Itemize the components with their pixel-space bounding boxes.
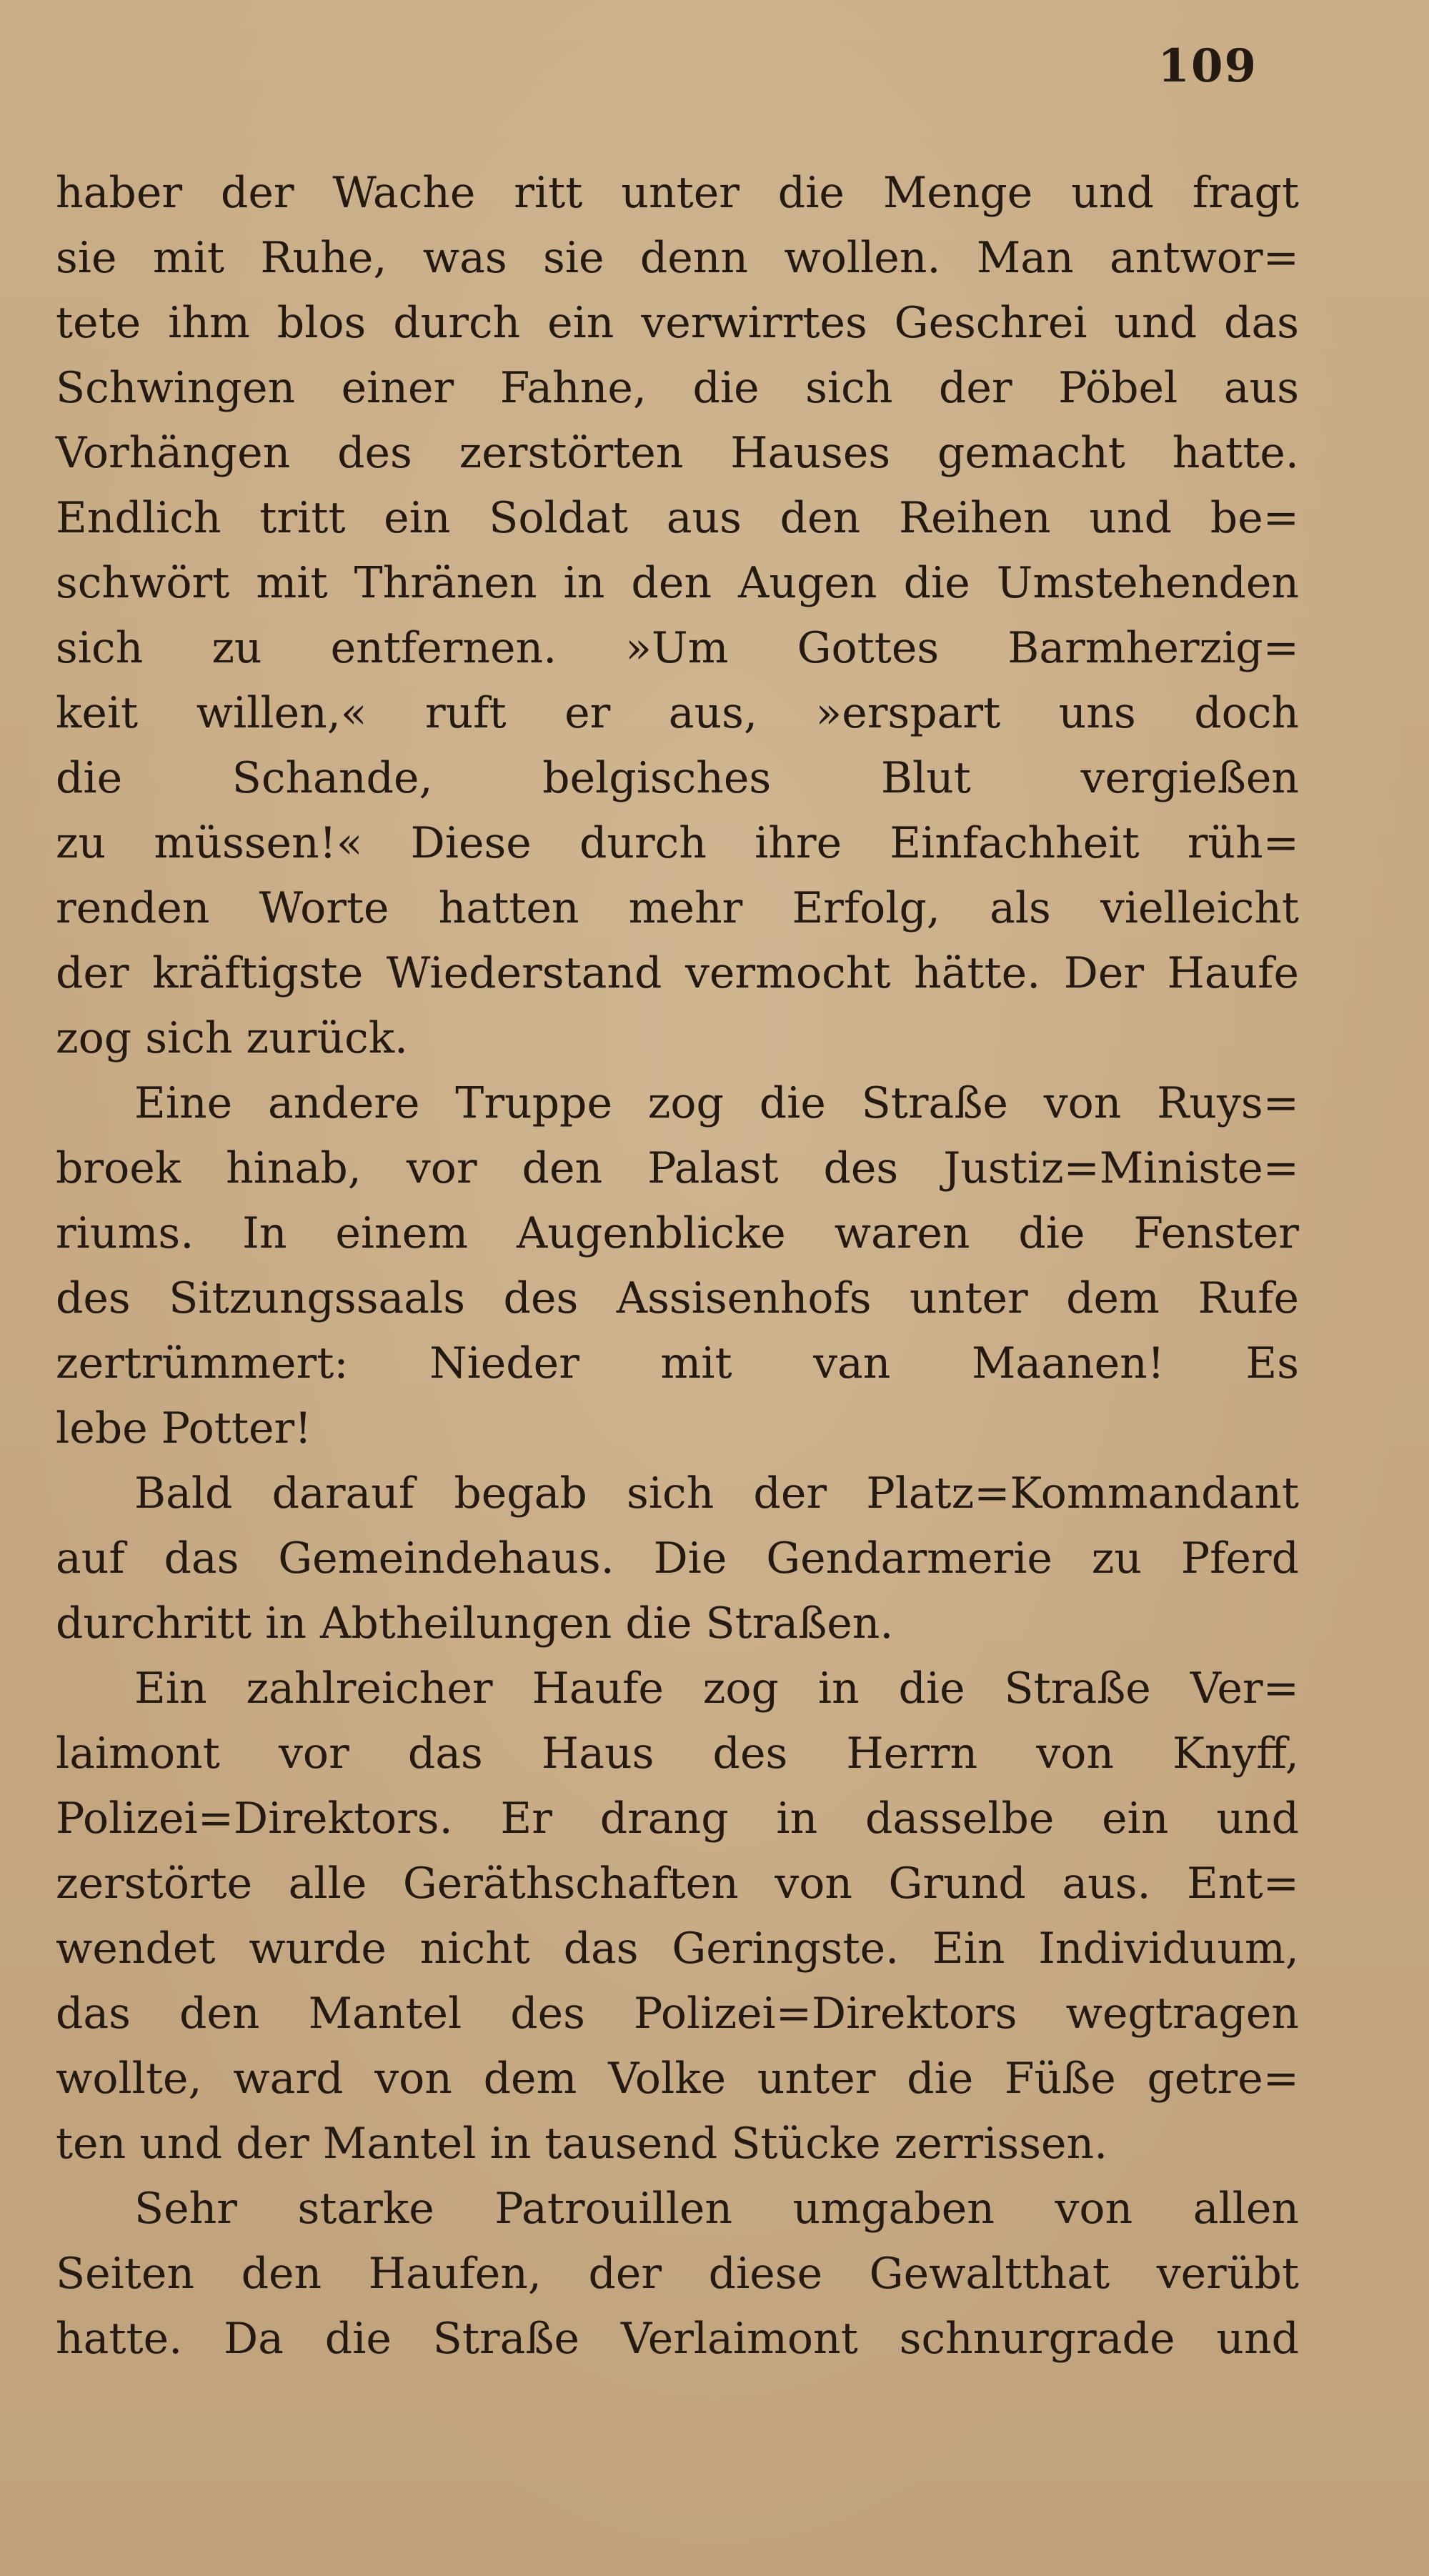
body-text (56, 161, 1299, 2372)
text-line: die Schande, belgisches Blut vergießen (56, 753, 1299, 803)
text-line: zu müssen!« Diese durch ihre Einfachheit rüh= (56, 818, 1299, 868)
text-line: des Sitzungssaals des Assisenhofs unter dem Rufe (56, 1273, 1299, 1323)
paragraph-start-line: Bald darauf begab sich der Platz=Kommandant (134, 1468, 1299, 1518)
text-line: sich zu entfernen. »Um Gottes Barmherzig= (56, 623, 1299, 673)
text-line: Vorhängen des zerstörten Hauses gemacht hatte. (56, 428, 1299, 478)
text-line: wendet wurde nicht das Geringste. Ein Individuum, (56, 1924, 1299, 1974)
text-line: das den Mantel des Polizei=Direktors wegtragen (56, 1989, 1299, 2039)
text-line: der kräftigste Wiederstand vermocht hätte. Der Haufe (56, 948, 1299, 998)
text-line: riums. In einem Augenblicke waren die Fenster (56, 1208, 1299, 1258)
text-line: Polizei=Direktors. Er drang in dasselbe ein und (56, 1794, 1299, 1844)
text-line: zertrümmert: Nieder mit van Maanen! Es (56, 1338, 1299, 1388)
text-line: durchritt in Abtheilungen die Straßen. (56, 1598, 894, 1648)
text-line: broek hinab, vor den Palast des Justiz=Ministe= (56, 1143, 1299, 1193)
paragraph-start-line: Sehr starke Patrouillen umgaben von allen (134, 2184, 1299, 2234)
text-line: keit willen,« ruft er aus, »erspart uns doch (56, 688, 1299, 738)
paragraph-start-line: Ein zahlreicher Haufe zog in die Straße Ver= (134, 1664, 1299, 1714)
page-number: 109 (1157, 39, 1258, 93)
text-line: Seiten den Haufen, der diese Gewaltthat verübt (56, 2249, 1299, 2299)
paragraph-start-line: Eine andere Truppe zog die Straße von Ruys= (134, 1078, 1299, 1128)
text-line: tete ihm blos durch ein verwirrtes Geschrei und das (56, 298, 1299, 348)
text-line: renden Worte hatten mehr Erfolg, als vielleicht (56, 883, 1299, 933)
text-line: wollte, ward von dem Volke unter die Füße getre= (56, 2054, 1299, 2104)
text-line: schwört mit Thränen in den Augen die Umstehenden (56, 558, 1299, 608)
text-line: hatte. Da die Straße Verlaimont schnurgrade und (56, 2314, 1299, 2364)
text-line: ten und der Mantel in tausend Stücke zerrissen. (56, 2119, 1108, 2169)
text-line: lebe Potter! (56, 1403, 312, 1453)
text-line: haber der Wache ritt unter die Menge und fragt (56, 168, 1299, 218)
text-line: Endlich tritt ein Soldat aus den Reihen und be= (56, 493, 1299, 543)
text-line: zerstörte alle Geräthschaften von Grund aus. Ent= (56, 1859, 1299, 1909)
text-line: zog sich zurück. (56, 1013, 409, 1063)
text-line: auf das Gemeindehaus. Die Gendarmerie zu Pferd (56, 1533, 1299, 1583)
text-line: Schwingen einer Fahne, die sich der Pöbel aus (56, 363, 1299, 413)
text-line: sie mit Ruhe, was sie denn wollen. Man antwor= (56, 233, 1299, 283)
text-line: laimont vor das Haus des Herrn von Knyff, (56, 1729, 1299, 1779)
